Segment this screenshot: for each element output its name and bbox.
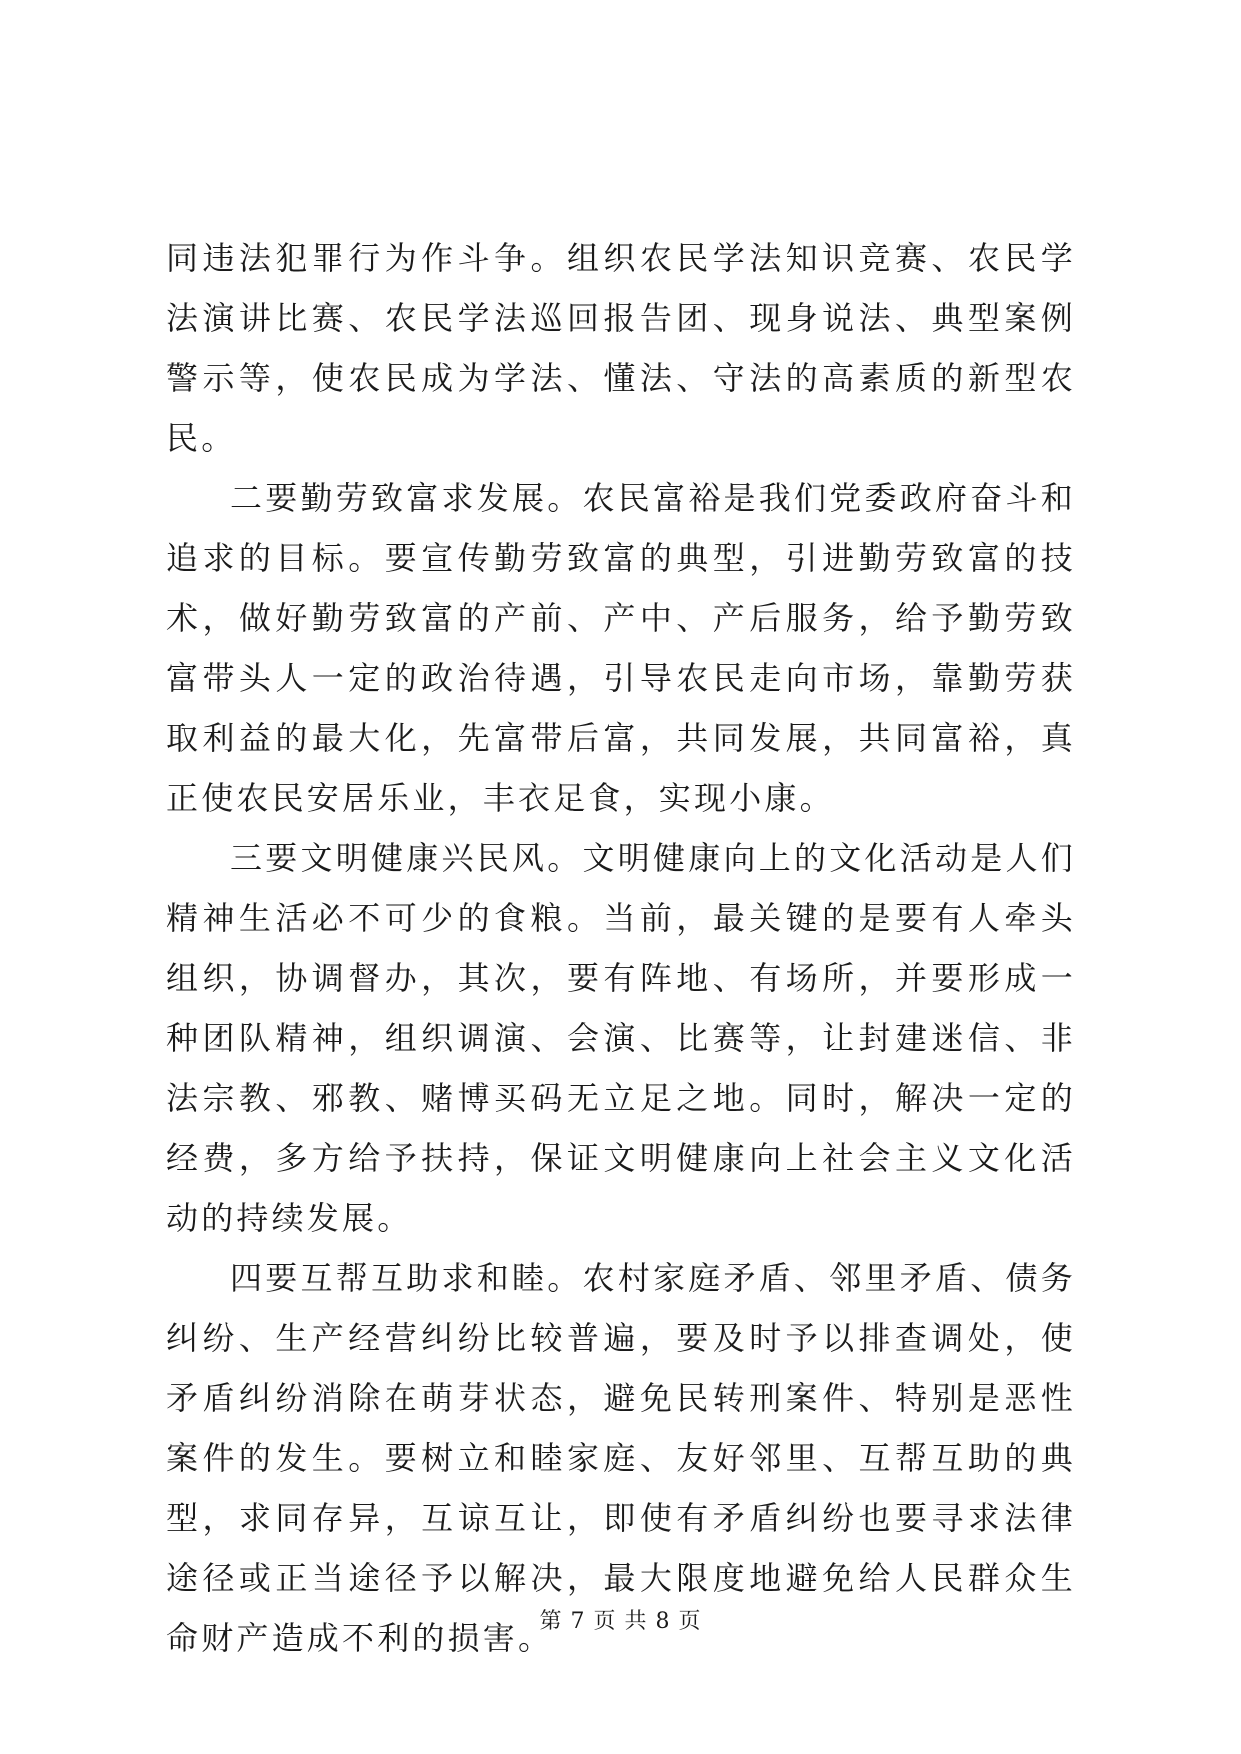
document-body [166, 228, 1076, 1668]
paragraph-civilization: 三要文明健康兴民风。文明健康向上的文化活动是人们精神生活必不可少的食粮。当前，最关键的是要有人牵头组织，协调督办，其次，要有阵地、有场所，并要形成一种团队精神，组织调演、会演、比赛等，让封建迷信、非法宗教、邪教、赌博买码无立足之地。同时，解决一定的经费，多方给予扶持，保证文明健康向上社会主义文化活动的持续发展。 [166, 839, 1076, 1237]
page-number-footer: 第 7 页 共 8 页 [539, 1609, 702, 1634]
paragraph-continuation: 同违法犯罪行为作斗争。组织农民学法知识竞赛、农民学法演讲比赛、农民学法巡回报告团、现身说法、典型案例警示等，使农民成为学法、懂法、守法的高素质的新型农民。 [166, 239, 1076, 457]
paragraph-mutual-help: 四要互帮互助求和睦。农村家庭矛盾、邻里矛盾、债务纠纷、生产经营纠纷比较普遍，要及时予以排查调处，使矛盾纠纷消除在萌芽状态，避免民转刑案件、特别是恶性案件的发生。要树立和睦家庭、友好邻里、互帮互助的典型，求同存异，互谅互让，即使有矛盾纠纷也要寻求法律途径或正当途径予以解决，最大限度地避免给人民群众生命财产造成不利的损害。 [166, 1259, 1076, 1657]
paragraph-diligence: 二要勤劳致富求发展。农民富裕是我们党委政府奋斗和追求的目标。要宣传勤劳致富的典型，引进勤劳致富的技术，做好勤劳致富的产前、产中、产后服务，给予勤劳致富带头人一定的政治待遇，引导农民走向市场，靠勤劳获取利益的最大化，先富带后富，共同发展，共同富裕，真正使农民安居乐业，丰衣足食，实现小康。 [166, 479, 1076, 817]
